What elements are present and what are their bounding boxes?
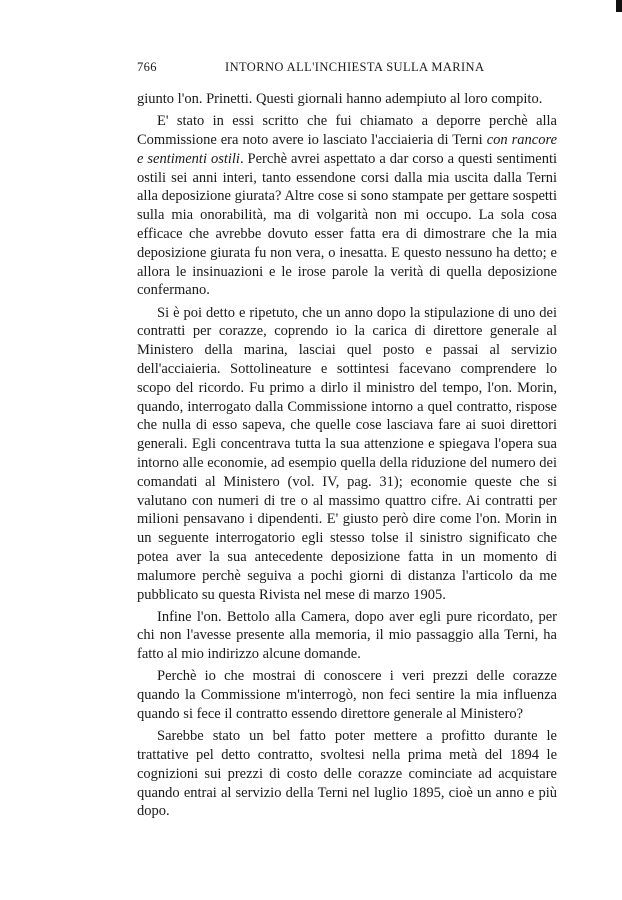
page-number: 766 — [137, 60, 157, 74]
paragraph — [137, 112, 557, 300]
paragraph — [137, 304, 557, 605]
text-span: giunto l'on. Prinetti. Questi giornali hanno adempiuto al loro compito. — [137, 91, 543, 107]
corner-scan-mark — [616, 0, 622, 12]
running-title: INTORNO ALL'INCHIESTA SULLA MARINA — [225, 60, 485, 74]
text-span: . Perchè avrei aspettato a dar corso a questi sentimenti ostili sei anni interi, tanto essendone corsi dalla mia uscita dalla Terni alla deposizione giurata? Altre cose si sono stampate per gettare sospetti sulla mia onorabilità, ma di volgarità non mi occupo. La sola cosa efficace che avrebbe dovuto esser fatta era di dimostrare che la mia deposizione giurata fu non vera, o inesatta. E questo nessuno ha detto; e allora le insinuazioni e le irose parole la verità di quella deposizione confermano. — [137, 150, 557, 299]
paragraph — [137, 667, 557, 723]
text-span: Si è poi detto e ripetuto, che un anno dopo la stipulazione di uno dei contratti per corazze, coprendo io la carica di direttore generale al Ministero della marina, lasciai quel posto e passai al servizio dell'acciaieria. Sottolineature e sottintesi facevano comprendere lo scopo del ricordo. Fu primo a dirlo il ministro del tempo, l'on. Morin, quando, interrogato dalla Commissione intorno a quel contratto, rispose che nulla di esso sapeva, che quelle cose lasciava fare ai suoi direttori generali. Egli concentrava tutta la sua attenzione e spiegava l'opera sua intorno alle economie, ad esempio quella della riduzione del numero dei comandati al Ministero (vol. IV, pag. 31); economie queste che si valutano con numeri di tre o al massimo quattro cifre. Ai contratti per milioni pensavano i dipendenti. E' giusto però dire come l'on. Morin in un seguente interrogatorio egli stesso tolse il sinistro significato che potea aver la sua antecedente deposizione fatta in un momento di malumore perchè seguiva a pochi giorni di distanza l'articolo da me pubblicato su questa Rivista nel mese di marzo 1905. — [137, 304, 557, 603]
paragraph — [137, 90, 557, 109]
text-span: Perchè io che mostrai di conoscere i veri prezzi delle corazze quando la Commissione m'interrogò, non feci sentire la mia influenza quando si fece il contratto essendo direttore generale al Ministero? — [137, 668, 557, 723]
paragraph — [137, 608, 557, 664]
text-span: E' stato in essi scritto che fui chiamato a deporre perchè alla Commissione era noto avere io lasciato l'acciaieria di Terni — [137, 113, 557, 148]
text-span: Infine l'on. Bettolo alla Camera, dopo aver egli pure ricordato, per chi non l'avesse presente alla memoria, il mio passaggio alla Terni, ha fatto al mio indirizzo alcune domande. — [137, 608, 557, 663]
italic-text-span: con rancore e sentimenti ostili — [137, 131, 558, 167]
text-span: Sarebbe stato un bel fatto poter mettere a profitto durante le trattative pel detto contratto, svoltesi nella prima metà del 1894 le cognizioni sui prezzi di costo delle corazze cominciate ad acquistare quando entrai al servizio della Terni nel luglio 1895, cioè un anno e più dopo. — [137, 728, 557, 820]
text-body — [137, 90, 557, 825]
paragraph — [137, 727, 557, 821]
